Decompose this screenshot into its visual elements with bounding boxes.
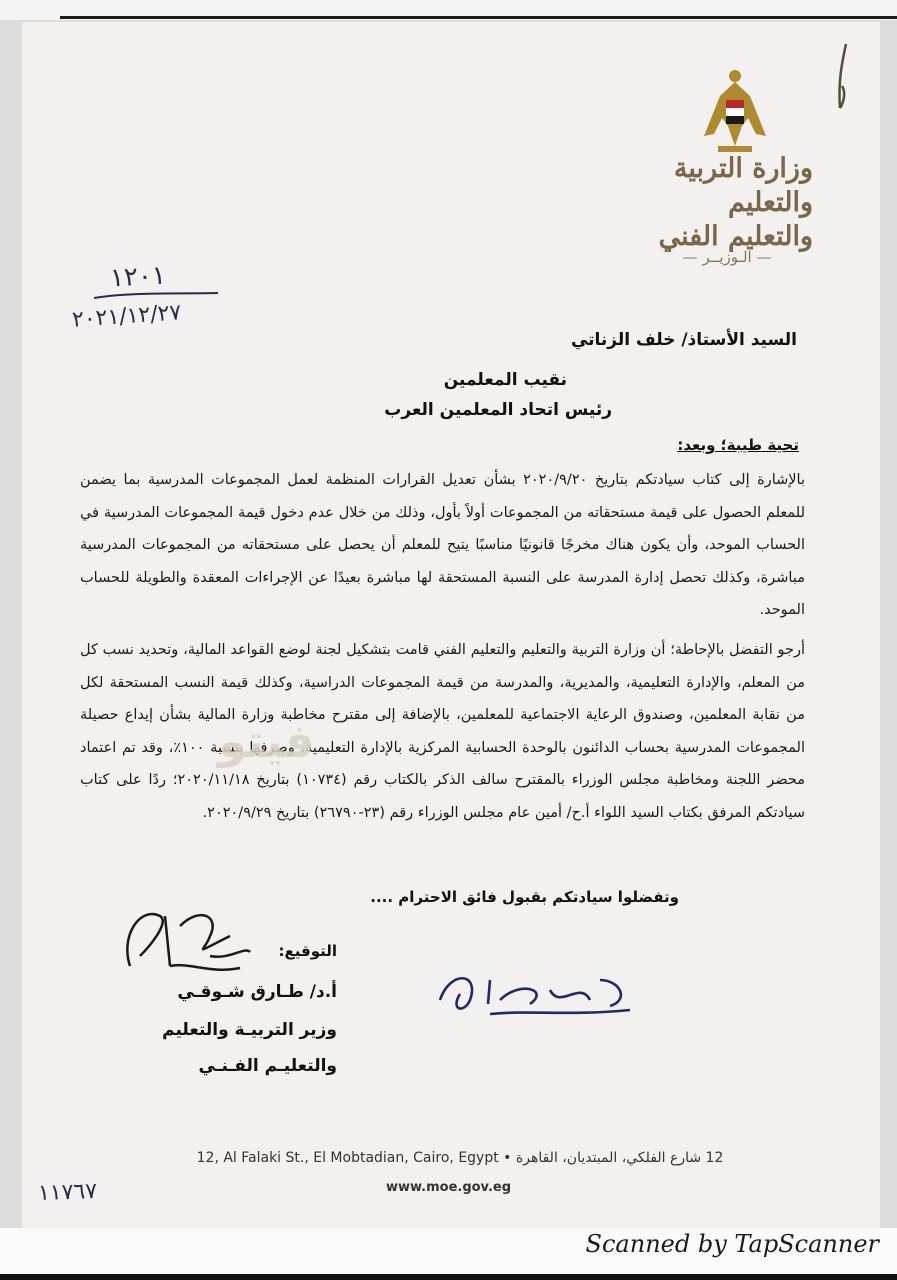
address-arabic: 12 شارع الفلكي، المبتديان، القاهرة: [515, 1150, 724, 1166]
greeting: تحية طيبة؛ وبعد:: [677, 436, 799, 454]
watermark: فيتو: [218, 714, 315, 768]
egypt-eagle-emblem-icon: [700, 66, 770, 156]
ministry-name: [613, 152, 813, 254]
handwritten-ref-number: ١٢٠١: [109, 260, 167, 294]
ministry-line-2: والتعليم الفني: [658, 221, 813, 252]
recipient-title-1: نقيب المعلمين: [443, 370, 567, 390]
signature-label: التوقيع:: [278, 942, 337, 960]
handwritten-bottom-number: ١١٧٦٧: [37, 1178, 98, 1207]
minister-label: — الـوزيــر —: [682, 248, 772, 266]
corner-pen-mark: [828, 42, 858, 112]
top-edge: [0, 0, 897, 20]
address-english: 12, Al Falaki St., El Mobtadian, Cairo, Egypt: [196, 1150, 499, 1166]
handwritten-ref-date: ٢٠٢١/١٢/٢٧: [71, 300, 183, 333]
ministry-line-1: وزارة التربية والتعليم: [673, 153, 813, 218]
minister-signature: [110, 896, 260, 986]
signer-title-1: وزير التربيـة والتعليم: [162, 1020, 337, 1040]
paragraph-1: بالإشارة إلى كتاب سيادتكم بتاريخ ٢٠٢٠/٩/٢٠ بشأن تعديل القرارات المنظمة لعمل المجموعات المدرسية بما يضمن للمعلم الحصول على قيمة مستحقاته من المجموعات أولاً بأول، وذلك من خلال عدم دخول قيمة المجموعات المدرسية في الحساب الموحد، وأن يكون هناك مخرجًا قانونيًا مناسبًا يتيح للمعلم أن يحصل على مستحقاته من المجموعات المدرسية مباشرة، وكذلك تحصل إدارة المدرسة على النسبة المستحقة لها مباشرة بعيدًا عن الإجراءات المعقدة والطويلة للحساب الموحد.: [80, 472, 805, 618]
closing-line: وتفضلوا سيادتكم بقبول فائق الاحترام ....: [370, 888, 679, 906]
recipient-name: السيد الأستاذ/ خلف الزناتي: [570, 330, 797, 350]
signer-name: أ.د/ طـارق شـوقـي: [177, 982, 337, 1002]
handwritten-underline: [92, 290, 222, 302]
recipient-title-2: رئيس اتحاد المعلمين العرب: [384, 400, 612, 420]
paragraph-2: أرجو التفضل بالإحاطة؛ أن وزارة التربية والتعليم والتعليم الفني قامت بتشكيل لجنة لوضع القواعد المالية، وتحديد نسب كل من المعلم، والإدارة التعليمية، والمديرية، والمدرسة من قيمة المجموعات الدراسية، وكذلك قيمة النسب المستحقة لكل من نقابة المعلمين، وصندوق الرعاية الاجتماعية للمعلمين، بالإضافة إلى مقترح مخاطبة وزارة المالية بشأن إيداع حصيلة المجموعات المدرسية بحساب الدائنون بالوحدة الحسابية المركزية بالإدارة التعليمية، وصرفها بنسبة ١٠٠٪، وقد تم اعتماد محضر اللجنة ومخاطبة مجلس الوزراء بالمقترح سالف الذكر بالكتاب رقم (١٠٧٣٤) بتاريخ ٢٠٢٠/١١/١٨؛ ردًا على كتاب سيادتكم المرفق بكتاب السيد اللواء أ.ح/ أمين عام مجلس الوزراء رقم (٢٣-٢٦٧٩٠) بتاريخ ٢٠٢٠/٩/٢٩.: [80, 642, 805, 821]
second-signature: [430, 960, 640, 1020]
scan-credit: Scanned by TapScanner: [585, 1230, 879, 1258]
signer-title-2: والتعليـم الفـنـي: [198, 1056, 337, 1076]
footer-address: 12, Al Falaki St., El Mobtadian, Cairo, Egypt • 12 شارع الفلكي، المبتديان، القاهرة: [196, 1150, 724, 1166]
footer-website: www.moe.gov.eg: [385, 1180, 512, 1195]
